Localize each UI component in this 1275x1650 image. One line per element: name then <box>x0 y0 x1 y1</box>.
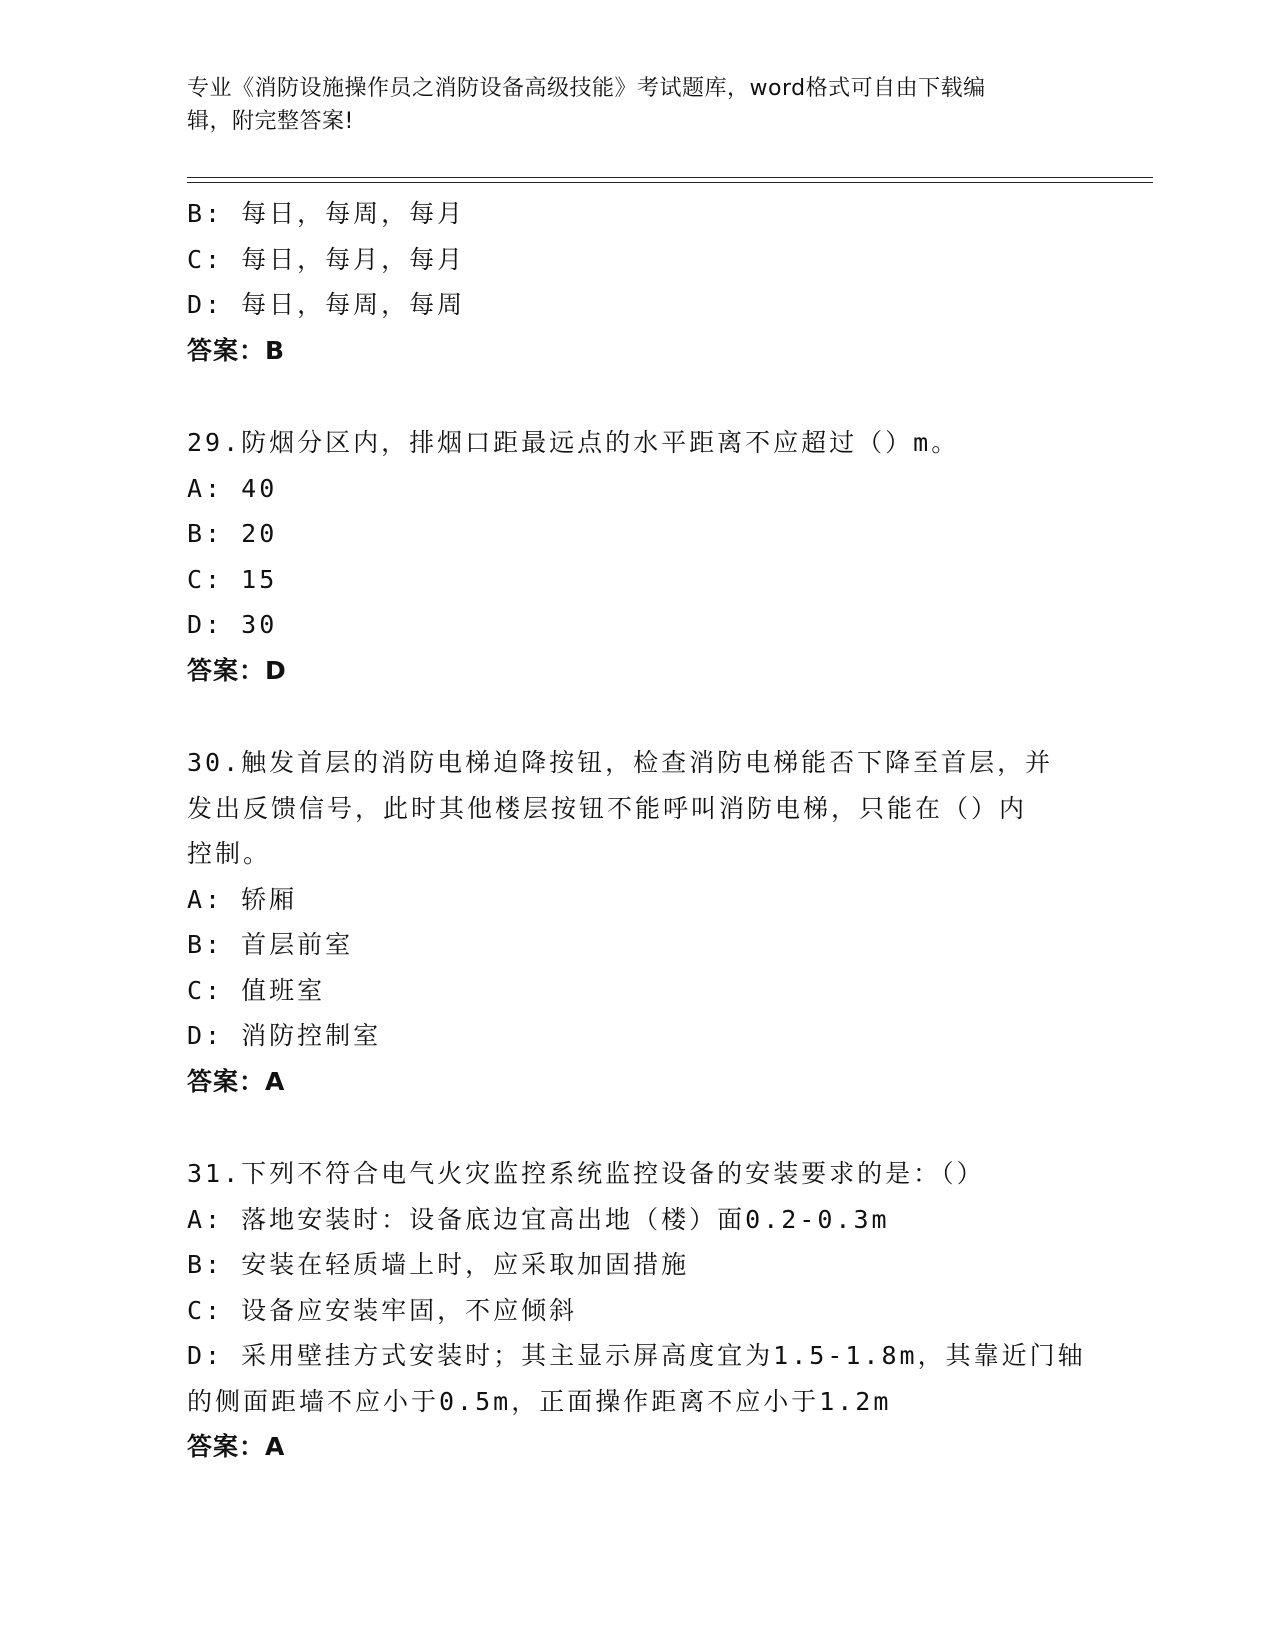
answer-line: 答案：A <box>187 1066 286 1096</box>
answer-line: 答案：B <box>187 335 286 365</box>
option-d-line-2: 的侧面距墙不应小于0.5m，正面操作距离不应小于1.2m <box>187 1386 892 1416</box>
answer-line: 答案：D <box>187 655 287 685</box>
question-30 <box>187 740 1087 1104</box>
question-content <box>187 191 1087 1470</box>
document-header <box>187 72 1087 138</box>
question-stem: 31.下列不符合电气火灾监控系统监控设备的安装要求的是：（） <box>187 1159 985 1188</box>
header-divider-bottom <box>187 182 1153 183</box>
question-stem: 29.防烟分区内，排烟口距最远点的水平距离不应超过（）m。 <box>187 428 960 457</box>
question-29 <box>187 420 1087 693</box>
question-28 <box>187 191 1087 373</box>
option-d: D: 30 <box>187 610 278 639</box>
option-c: C: 15 <box>187 564 278 594</box>
header-line-2: 辑，附完整答案! <box>187 109 354 134</box>
option-b: B: 首层前室 <box>187 930 354 959</box>
option-c: C: 值班室 <box>187 975 326 1005</box>
option-d: D: 每日，每周，每周 <box>187 290 466 319</box>
option-d: D: 消防控制室 <box>187 1021 382 1050</box>
answer-line: 答案：A <box>187 1432 286 1461</box>
option-b: B: 安装在轻质墙上时，应采取加固措施 <box>187 1250 690 1279</box>
question-stem-line-1: 30.触发首层的消防电梯迫降按钮，检查消防电梯能否下降至首层，并 <box>187 748 1054 777</box>
option-c: C: 设备应安装牢固，不应倾斜 <box>187 1295 578 1325</box>
header-divider-top <box>187 177 1153 178</box>
question-stem-line-3: 控制。 <box>187 839 272 868</box>
header-line-1: 专业《消防设施操作员之消防设备高级技能》考试题库，word格式可自由下载编 <box>187 76 986 101</box>
question-stem-line-2: 发出反馈信号，此时其他楼层按钮不能呼叫消防电梯，只能在（）内 <box>187 793 1028 823</box>
option-b: B: 20 <box>187 519 278 548</box>
option-b: B: 每日，每周，每月 <box>187 199 466 228</box>
option-a: A: 轿厢 <box>187 884 298 914</box>
option-a: A: 落地安装时：设备底边宜高出地（楼）面0.2-0.3m <box>187 1204 890 1234</box>
option-c: C: 每日，每月，每月 <box>187 244 466 274</box>
question-31 <box>187 1151 1087 1470</box>
option-d-line-1: D: 采用壁挂方式安装时；其主显示屏高度宜为1.5-1.8m，其靠近门轴 <box>187 1341 1086 1370</box>
spacer <box>187 373 1087 420</box>
spacer <box>187 693 1087 740</box>
spacer <box>187 1104 1087 1151</box>
option-a: A: 40 <box>187 473 278 503</box>
